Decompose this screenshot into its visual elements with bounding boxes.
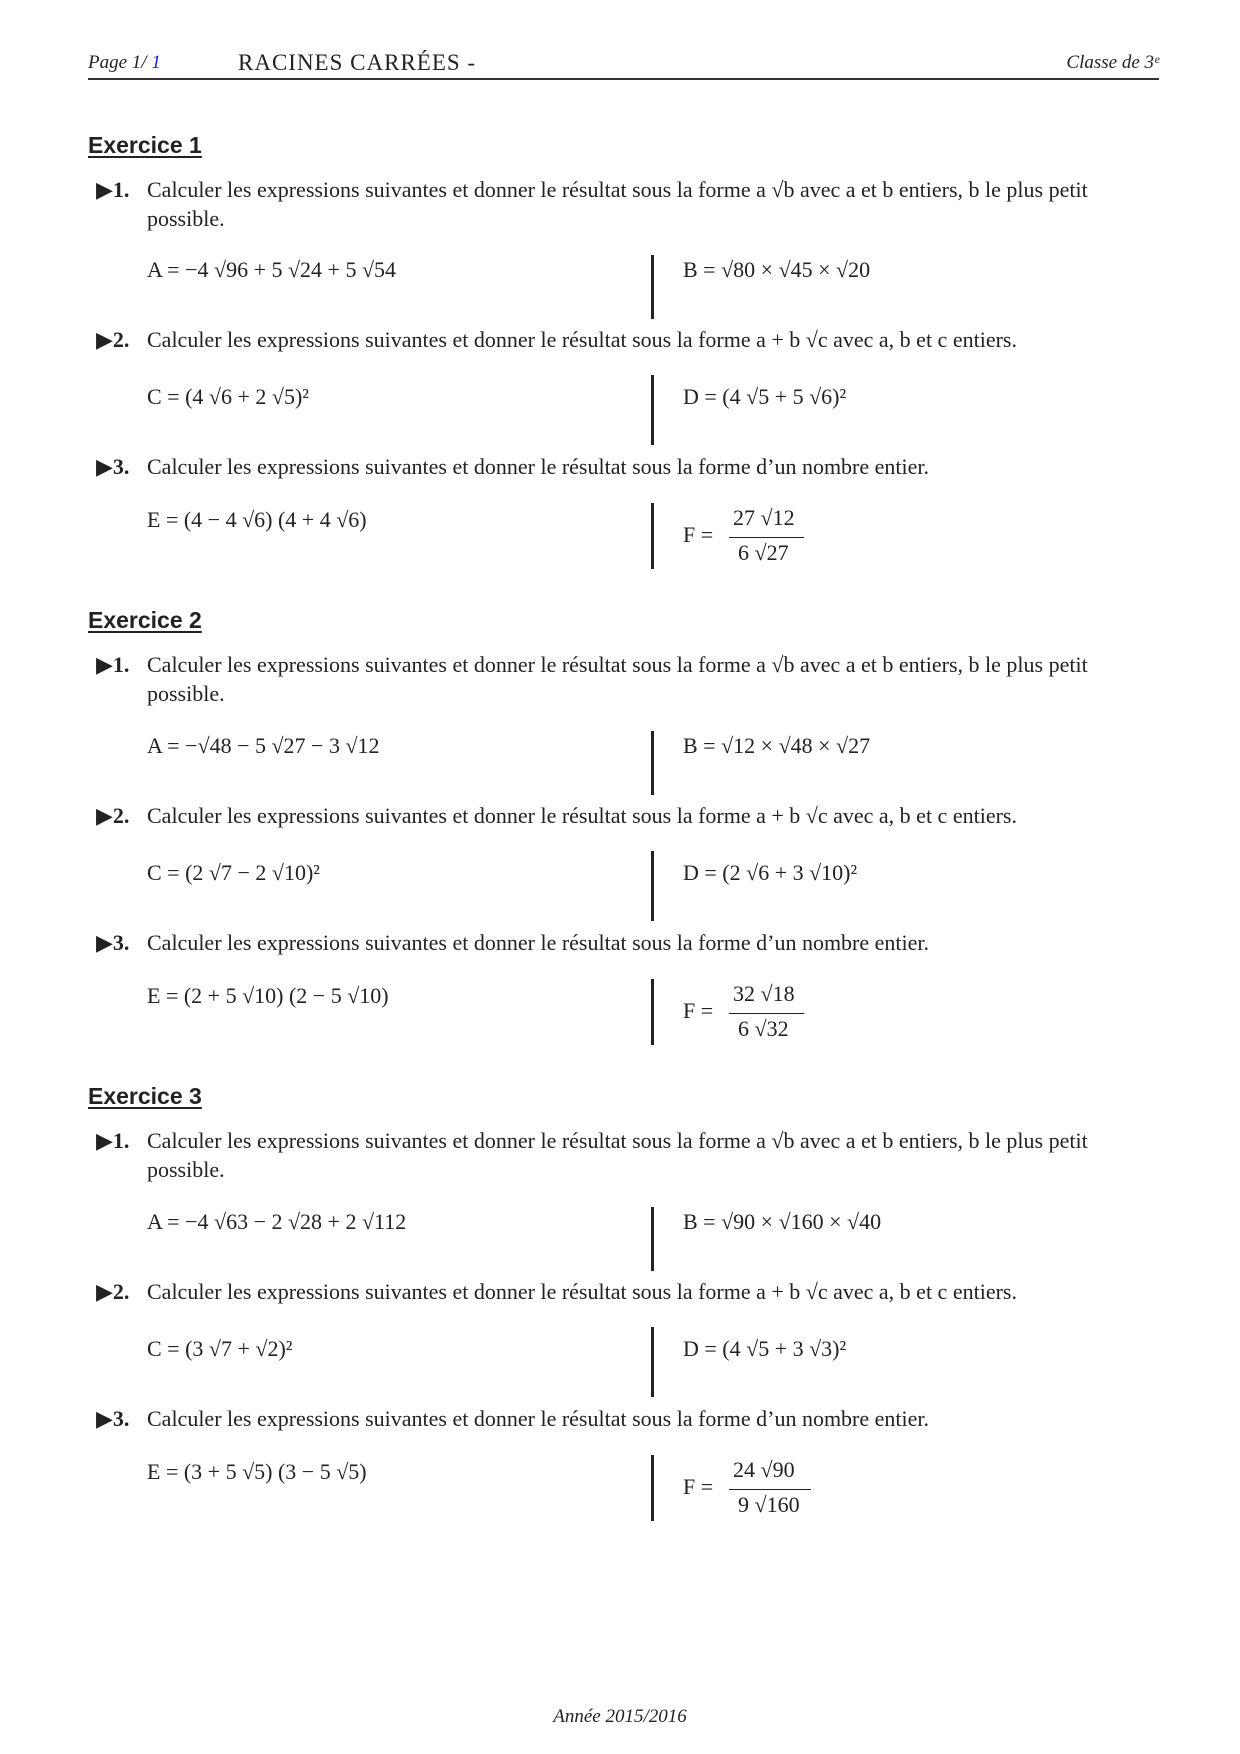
fraction-numerator: 32 √18 <box>733 981 795 1006</box>
expression-d: D = (4 √5 + 3 √3)² <box>683 1336 847 1361</box>
fraction-label: F = <box>683 998 714 1023</box>
exercise-3-question-1 <box>96 1126 1161 1184</box>
fraction-label: F = <box>683 522 714 547</box>
question-text: Calculer les expressions suivantes et donner le résultat sous la forme a + b √c avec a, b et c entiers. <box>147 803 1017 828</box>
question-text: Calculer les expressions suivantes et donner le résultat sous la forme d’un nombre entier. <box>147 1406 930 1431</box>
expression-a: A = −4 √96 + 5 √24 + 5 √54 <box>147 257 397 282</box>
question-text: Calculer les expressions suivantes et donner le résultat sous la forme d’un nombre entier. <box>147 454 930 479</box>
column-divider <box>651 255 654 319</box>
question-number: ▶1. <box>96 1128 130 1153</box>
question-text: Calculer les expressions suivantes et donner le résultat sous la forme a √b avec a et b entiers, b le plus petit possible. <box>147 1128 1088 1182</box>
column-divider <box>651 979 654 1045</box>
question-number: ▶1. <box>96 652 130 677</box>
fraction-numerator: 27 √12 <box>733 505 795 530</box>
exercise-1-question-2 <box>96 325 1161 354</box>
expression-b: B = √12 × √48 × √27 <box>683 733 871 758</box>
document-title: RACINES CARRÉES - <box>238 50 477 75</box>
expression-e: E = (2 + 5 √10) (2 − 5 √10) <box>147 983 389 1008</box>
exercise-3-title: Exercice 3 <box>88 1083 202 1109</box>
expression-b: B = √80 × √45 × √20 <box>683 257 871 282</box>
class-label: Classe de 3ᵉ <box>1066 52 1159 73</box>
question-text: Calculer les expressions suivantes et donner le résultat sous la forme a √b avec a et b entiers, b le plus petit possible. <box>147 177 1088 231</box>
column-divider <box>651 731 654 795</box>
column-divider <box>651 503 654 569</box>
expression-b: B = √90 × √160 × √40 <box>683 1209 882 1234</box>
question-number: ▶2. <box>96 1279 130 1304</box>
expression-a: A = −√48 − 5 √27 − 3 √12 <box>147 733 380 758</box>
expression-c: C = (2 √7 − 2 √10)² <box>147 860 320 885</box>
exercise-2-question-1 <box>96 650 1161 708</box>
column-divider <box>651 375 654 445</box>
exercise-2-question-2 <box>96 801 1161 830</box>
fraction-denominator: 6 √32 <box>738 1016 789 1041</box>
fraction-label: F = <box>683 1474 714 1499</box>
fraction-denominator: 9 √160 <box>738 1492 800 1517</box>
fraction-numerator: 24 √90 <box>733 1457 795 1482</box>
column-divider <box>651 1207 654 1271</box>
question-number: ▶3. <box>96 930 130 955</box>
exercise-1-question-3 <box>96 452 1161 481</box>
fraction-bar <box>729 1489 811 1490</box>
expression-c: C = (3 √7 + √2)² <box>147 1336 293 1361</box>
question-number: ▶2. <box>96 803 130 828</box>
fraction-bar <box>729 1013 804 1014</box>
expression-e: E = (4 − 4 √6) (4 + 4 √6) <box>147 507 367 532</box>
question-text: Calculer les expressions suivantes et donner le résultat sous la forme a √b avec a et b entiers, b le plus petit possible. <box>147 652 1088 706</box>
question-text: Calculer les expressions suivantes et donner le résultat sous la forme d’un nombre entier. <box>147 930 930 955</box>
expression-e: E = (3 + 5 √5) (3 − 5 √5) <box>147 1459 367 1484</box>
question-number: ▶3. <box>96 1406 130 1431</box>
exercise-1-question-1 <box>96 175 1161 233</box>
question-text: Calculer les expressions suivantes et donner le résultat sous la forme a + b √c avec a, b et c entiers. <box>147 327 1017 352</box>
exercise-2-question-3 <box>96 928 1161 957</box>
question-number: ▶2. <box>96 327 130 352</box>
column-divider <box>651 1327 654 1397</box>
expression-c: C = (4 √6 + 2 √5)² <box>147 384 309 409</box>
exercise-2-title: Exercice 2 <box>88 607 202 633</box>
question-number: ▶3. <box>96 454 130 479</box>
page-total-link[interactable]: 1 <box>151 52 161 73</box>
column-divider <box>651 1455 654 1521</box>
question-text: Calculer les expressions suivantes et donner le résultat sous la forme a + b √c avec a, b et c entiers. <box>147 1279 1017 1304</box>
page-number: Page 1/ 1 <box>88 52 161 73</box>
fraction-bar <box>729 537 804 538</box>
fraction-denominator: 6 √27 <box>738 540 789 565</box>
expression-d: D = (4 √5 + 5 √6)² <box>683 384 847 409</box>
question-number: ▶1. <box>96 177 130 202</box>
exercise-3-question-2 <box>96 1277 1161 1306</box>
page-header <box>88 50 1159 80</box>
expression-d: D = (2 √6 + 3 √10)² <box>683 860 858 885</box>
expression-a: A = −4 √63 − 2 √28 + 2 √112 <box>147 1209 407 1234</box>
exercise-3-question-3 <box>96 1404 1161 1433</box>
column-divider <box>651 851 654 921</box>
page-footer: Année 2015/2016 <box>553 1706 687 1727</box>
exercise-1-title: Exercice 1 <box>88 132 202 158</box>
